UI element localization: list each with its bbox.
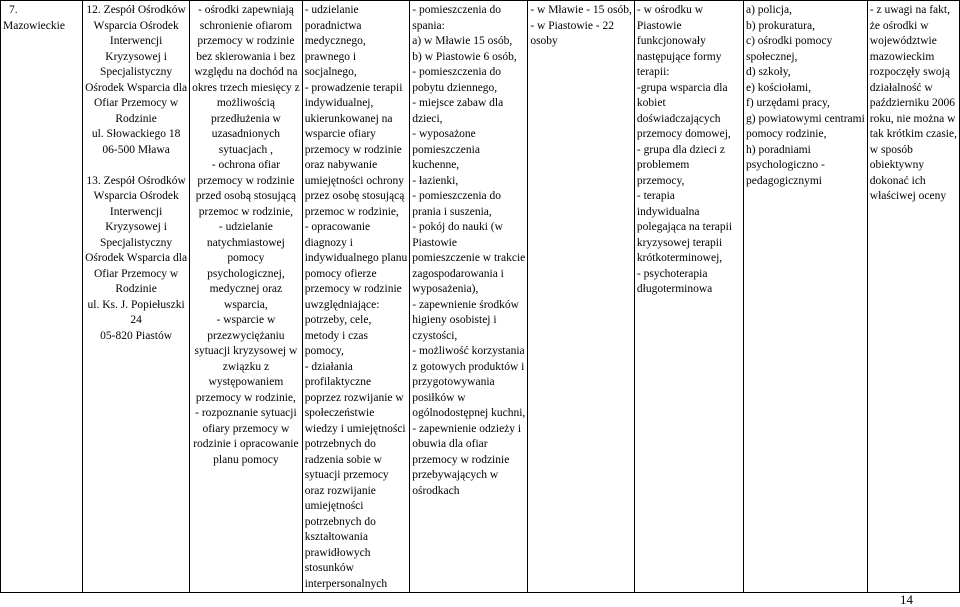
- text-line: pomocy: [227, 252, 265, 264]
- row-number: 7.: [9, 4, 18, 16]
- text-line: następujące formy: [636, 50, 722, 63]
- text-line: schronienie ofiarom: [199, 19, 293, 32]
- text-line: przemocy w rodzinie: [197, 174, 295, 187]
- text-line: długoterminowa: [636, 283, 713, 295]
- text-line: ul. Ks. J. Popiełuszki: [87, 298, 185, 311]
- text-line: - opracowanie: [304, 221, 371, 233]
- text-line: prania i suszenia,: [412, 205, 492, 218]
- text-line: 12. Zespół Ośrodków: [86, 4, 186, 16]
- text-line: związku z: [222, 360, 270, 373]
- text-line: przemocy,: [636, 174, 685, 187]
- text-line: Wsparcia Ośrodek: [93, 19, 179, 32]
- text-line: oraz nabywanie: [304, 159, 378, 171]
- text-line: - psychoterapia: [636, 267, 708, 280]
- text-line: społeczeństwie: [304, 407, 375, 419]
- table-row: [1, 1, 960, 593]
- text-line: pomieszczenie w trakcie: [412, 252, 526, 264]
- text-line: 13. Zespół Ośrodków: [86, 174, 186, 187]
- text-line: pomocy ofierze: [304, 267, 377, 280]
- text-line: - łazienki,: [412, 174, 459, 187]
- text-line: przemocy w rodzinie,: [195, 391, 296, 404]
- text-line: Rodzinie: [115, 283, 157, 295]
- remarks-cell: [867, 1, 959, 593]
- capacity-cell: [528, 1, 635, 593]
- text-line: przygotowywania: [412, 376, 495, 388]
- capacity-list: [530, 3, 632, 50]
- text-line: higieny osobistej i: [412, 314, 497, 326]
- text-line: przemocy w rodzinie: [304, 283, 402, 295]
- text-line: rozpoczęły swoją: [869, 66, 950, 78]
- shelter-scope-cell: [190, 1, 303, 593]
- text-line: Kryzysowej i: [105, 221, 167, 233]
- text-line: Piastowie: [412, 236, 457, 249]
- text-line: Ośrodek Wsparcia dla: [85, 252, 188, 264]
- text-line: metody i czas: [304, 329, 368, 342]
- text-line: psychologicznej,: [207, 267, 285, 280]
- text-line: b) prokuratura,: [745, 19, 815, 32]
- text-line: 24: [130, 314, 142, 326]
- text-line: diagnozy i: [304, 236, 353, 249]
- text-line: Interwencji: [109, 205, 163, 218]
- institutions-cell: [83, 1, 190, 593]
- text-line: względu na dochód na: [194, 66, 298, 78]
- text-line: - możliwość korzystania: [412, 345, 525, 357]
- text-line: uzasadnionych: [211, 128, 281, 140]
- text-line: - działania: [304, 360, 353, 373]
- text-line: z gotowych produktów i: [412, 360, 525, 373]
- text-line: c) ośrodki pomocy: [745, 35, 833, 47]
- text-line: poprzez rozwijanie w: [304, 391, 404, 404]
- text-line: prawidłowych: [304, 546, 371, 559]
- text-line: przemocy w rodzinie: [197, 35, 295, 47]
- text-line: Ofiar Przemocy w: [93, 97, 179, 109]
- text-line: tak krótkim czasie,: [869, 128, 957, 140]
- text-line: Rodzinie: [115, 112, 157, 125]
- text-line: -grupa wsparcia dla: [636, 81, 728, 94]
- text-line: oraz rozwijanie: [304, 484, 376, 497]
- text-line: indywidualnej,: [304, 97, 374, 109]
- text-line: potrzebnych do: [304, 438, 376, 450]
- text-line: - prowadzenie terapii: [304, 81, 403, 94]
- text-line: potrzebnych do: [304, 515, 376, 528]
- text-line: okres trzech miesięcy z: [192, 81, 300, 94]
- text-line: że ośrodki w: [869, 19, 929, 32]
- text-line: potrzeby, cele,: [304, 314, 372, 326]
- text-line: Ofiar Przemocy w: [93, 267, 179, 280]
- text-line: 06-500 Mława: [102, 143, 170, 156]
- text-line: przed osobą stosującą: [195, 190, 297, 202]
- text-line: d) szkoły,: [745, 66, 791, 78]
- text-line: rodzinie i opracowanie: [193, 438, 299, 450]
- text-line: 05-820 Piastów: [100, 329, 173, 342]
- text-line: możliwością: [216, 97, 275, 109]
- text-line: wiedzy i umiejętności: [304, 422, 406, 435]
- services-list: [305, 3, 408, 592]
- text-line: kuchenne,: [412, 159, 460, 171]
- therapy-forms-cell: [634, 1, 743, 593]
- text-line: a) policja,: [745, 4, 792, 16]
- text-line: - udzielanie: [304, 4, 359, 16]
- text-line: sytuacji kryzysowej w: [194, 345, 298, 357]
- text-line: roku, nie można w: [869, 112, 956, 125]
- text-line: - miejsce zabaw dla: [412, 97, 504, 109]
- text-line: prawnego i: [304, 50, 357, 63]
- text-line: pomocy rodzinie,: [745, 128, 827, 140]
- text-line: - w ośrodku w: [636, 4, 704, 16]
- text-line: medycznego,: [304, 35, 366, 47]
- text-line: posiłków w: [412, 391, 466, 404]
- page-number: 14: [900, 592, 913, 607]
- text-line: interpersonalnych: [304, 577, 388, 590]
- text-line: pobytu dziennego,: [412, 81, 498, 94]
- text-line: - ochrona ofiar: [211, 159, 281, 171]
- text-line: umiejętności: [304, 500, 364, 512]
- text-line: mazowieckim: [869, 50, 935, 63]
- text-line: - zapewnienie środków: [412, 298, 519, 311]
- text-line: - grupa dla dzieci z: [636, 143, 726, 156]
- text-line: - pokój do nauki (w: [412, 221, 503, 233]
- text-line: Piastowie: [636, 19, 682, 32]
- institution-group-1: [85, 3, 187, 158]
- text-line: - wsparcie w: [216, 314, 276, 326]
- text-line: problemem: [636, 159, 690, 171]
- text-line: ośrodkach: [412, 484, 460, 497]
- text-line: - udzielanie: [218, 221, 273, 233]
- text-line: ofiary przemocy w: [202, 422, 290, 435]
- cooperation-list: [746, 3, 865, 189]
- text-line: październiku 2006: [869, 97, 956, 109]
- text-line: działalność w: [869, 81, 933, 94]
- text-line: kryzysowej terapii: [636, 236, 723, 249]
- therapy-forms-list: [637, 3, 741, 298]
- text-line: przezwyciężaniu: [207, 329, 285, 342]
- text-line: bez skierowania i bez: [196, 50, 296, 63]
- text-line: ul. Słowackiego 18: [91, 128, 181, 140]
- text-line: pedagogicznymi: [745, 174, 822, 187]
- text-line: doświadczających: [636, 112, 721, 125]
- text-line: obiektywny: [869, 159, 925, 171]
- text-line: wsparcie ofiary: [304, 128, 376, 140]
- text-line: planu pomocy: [213, 453, 279, 466]
- text-line: przez osobę stosującą: [304, 190, 405, 202]
- text-line: przemocy domowej,: [636, 128, 731, 140]
- text-line: umiejętności ochrony: [304, 174, 405, 187]
- text-line: f) urzędami pracy,: [745, 97, 830, 109]
- text-line: b) w Piastowie 6 osób,: [412, 50, 517, 63]
- text-line: przebywających w: [412, 469, 499, 481]
- services-cell: [302, 1, 410, 593]
- text-line: kobiet: [636, 97, 666, 109]
- text-line: - w Mławie - 15 osób,: [530, 4, 632, 16]
- text-line: terapii:: [636, 66, 670, 78]
- premises-cell: [410, 1, 528, 593]
- row-number-cell: [1, 1, 83, 593]
- text-line: a) w Mławie 15 osób,: [412, 35, 513, 47]
- institution-group-2: [85, 158, 187, 344]
- text-line: Kryzysowej i: [105, 50, 167, 63]
- text-line: dokonać ich: [869, 174, 926, 187]
- text-line: w sposób: [869, 143, 913, 156]
- text-line: obuwia dla ofiar: [412, 438, 488, 450]
- text-line: pomocy,: [304, 345, 344, 357]
- text-line: spania:: [412, 19, 445, 32]
- text-line: funkcjonowały: [636, 35, 706, 47]
- text-line: właściwej oceny: [869, 190, 947, 202]
- text-line: Ośrodek Wsparcia dla: [85, 81, 188, 94]
- text-line: wsparcia,: [224, 298, 268, 311]
- text-line: - pomieszczenia do: [412, 66, 501, 78]
- text-line: - ośrodki zapewniają: [198, 4, 294, 16]
- text-line: Interwencji: [109, 35, 163, 47]
- text-line: ogólnodostępnej kuchni,: [412, 407, 526, 419]
- text-line: - wyposażone: [412, 128, 476, 140]
- text-line: dzieci,: [412, 112, 443, 125]
- text-line: Specjalistyczny: [100, 66, 173, 78]
- text-line: indywidualnego planu: [304, 252, 408, 264]
- text-line: psychologiczno -: [745, 159, 825, 171]
- text-line: polegająca na terapii: [636, 221, 733, 233]
- text-line: h) poradniami: [745, 143, 811, 156]
- text-line: województwie: [869, 35, 937, 47]
- text-line: sytuacji przemocy: [304, 469, 389, 481]
- text-line: poradnictwa: [304, 19, 362, 32]
- text-line: Specjalistyczny: [100, 236, 173, 249]
- text-line: - z uwagi na fakt,: [869, 4, 950, 16]
- text-line: kształtowania: [304, 531, 368, 543]
- text-line: - zapewnienie odzieży i: [412, 422, 522, 435]
- cooperation-cell: [743, 1, 867, 593]
- text-line: - rozpoznanie sytuacji: [195, 407, 297, 419]
- text-line: - w Piastowie - 22: [530, 19, 614, 32]
- text-line: czystości,: [412, 329, 458, 342]
- text-line: sytuacjach ,: [218, 143, 274, 156]
- text-line: - pomieszczenia do: [412, 190, 501, 202]
- premises-list: [412, 3, 525, 499]
- text-line: g) powiatowymi centrami: [745, 112, 865, 125]
- text-line: społecznej,: [745, 50, 798, 63]
- text-line: wyposażenia),: [412, 283, 479, 295]
- text-line: stosunków: [304, 562, 354, 574]
- region-name: Mazowieckie: [3, 19, 65, 32]
- text-line: przedłużenia w: [210, 112, 281, 125]
- text-line: natychmiastowej: [206, 236, 285, 249]
- text-line: e) kościołami,: [745, 81, 812, 94]
- text-line: socjalnego,: [304, 66, 357, 78]
- text-line: przemocy w rodzinie: [304, 143, 402, 156]
- text-line: występowaniem: [208, 376, 284, 388]
- text-line: medycznej oraz: [209, 283, 283, 295]
- text-line: przemoc w rodzinie,: [198, 205, 293, 218]
- text-line: Wsparcia Ośrodek: [93, 190, 179, 202]
- text-line: indywidualna: [636, 205, 700, 218]
- remarks-list: [870, 3, 957, 205]
- text-line: - terapia: [636, 190, 675, 202]
- text-line: - pomieszczenia do: [412, 4, 501, 16]
- text-line: przemocy w rodzinie: [412, 453, 510, 466]
- text-line: osoby: [530, 35, 558, 47]
- text-line: krótkoterminowej,: [636, 252, 723, 264]
- shelter-scope-list: [192, 3, 300, 468]
- text-line: pomieszczenia: [412, 143, 480, 156]
- text-line: ukierunkowanej na: [304, 112, 393, 125]
- text-line: przemoc w rodzinie,: [304, 205, 399, 218]
- text-line: profilaktyczne: [304, 376, 372, 388]
- text-line: zagospodarowania i: [412, 267, 504, 280]
- text-line: radzenia sobie w: [304, 453, 382, 466]
- text-line: uwzględniające:: [304, 298, 380, 311]
